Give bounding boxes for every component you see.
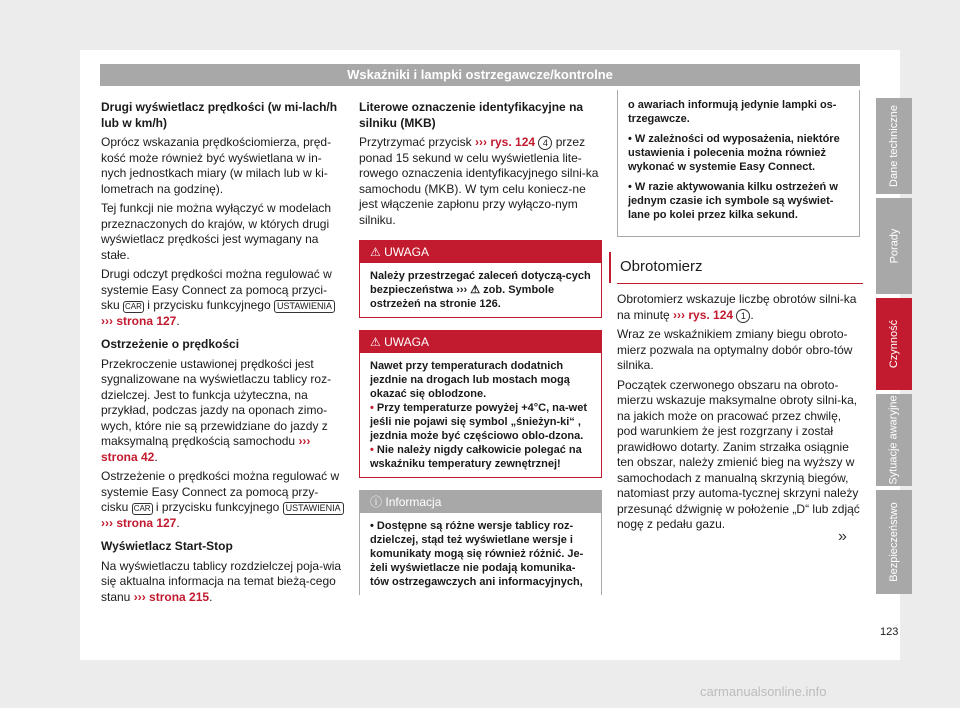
heading-start-stop: Wyświetlacz Start-Stop [101, 539, 233, 553]
list-item: • Przy temperaturze powyżej +4°C, na-wet jeśli nie pojawi się symbol „śnieżyn-ki“ , jezdnia może być częściowo oblo-dzona. [370, 402, 588, 442]
paragraph: Przytrzymać przycisk ››› rys. 124 4 przez ponad 15 sekund w celu wyświetlenia lite-rowego oznaczenia identyfikacyjnego silni-ka samochodu (MKB). W tym celu koniecz-ne jest włączenie zapłonu przy wyłączo-nym silniku. [359, 135, 599, 227]
info-icon: ⓘ [370, 495, 383, 509]
link-page-127[interactable]: ››› strona 127 [101, 515, 177, 530]
tab-bezpieczenstwo[interactable]: Bezpieczeństwo [876, 490, 912, 594]
info-text: o awariach informują jedynie lampki os-trzegawcze. [628, 99, 837, 125]
link-page-215[interactable]: ››› strona 215 [133, 589, 210, 604]
tab-sytuacje-awaryjne[interactable]: Sytuacje awaryjne [876, 394, 912, 486]
list-item: • Dostępne są różne wersje tablicy roz-dzielczej, stąd też wyświetlane wersje i komunikaty mogą się również różnić. Je-żeli wyświetlacze nie podają komunika-tów ostrzegawczych ani informacyjnych, [370, 520, 584, 588]
info-header: ⓘ Informacja [360, 491, 601, 513]
column-2 [359, 100, 602, 595]
page-header: Wskaźniki i lampki ostrzegawcze/kontrolne [100, 64, 860, 86]
tab-dane-techniczne[interactable]: Dane techniczne [876, 98, 912, 194]
paragraph: Na wyświetlaczu tablicy rozdzielczej poja-wia się aktualna informacja na temat bieżą-cego stanu ››› strona 215. [101, 558, 342, 604]
car-button-icon: CAR [125, 302, 142, 311]
column-3 [617, 292, 860, 537]
paragraph: Przekroczenie ustawionej prędkości jest sygnalizowane na wyświetlaczu tablicy roz-dzielczej. Jest to funkcja użyteczna, na przykład, podczas jazdy na oponach zimo-wych, które nie są przewidziane do jazdy z maksymalną prędkością samochodu ››› strona 42. [101, 356, 332, 464]
page-number: 123 [880, 626, 899, 638]
car-button-icon: CAR [133, 504, 151, 513]
watermark: carmanualsonline.info [700, 684, 827, 699]
list-item: • Nie należy nigdy całkowicie polegać na wskaźniku temperatury zewnętrznej! [370, 444, 582, 470]
paragraph: Początek czerwonego obszaru na obroto-mierzu wskazuje maksymalne obroty silni-ka, na jakich może on pracować przez chwilę, pod warunkiem że jest rozgrzany i został prawidłowo dotarty. Zanim strzałka osiągnie ten obszar, należy zmienić bieg na wyższy w samochodach z manualną skrzynią biegów, natomiast przy automa-tycznej skrzyni należy przesunąć dźwignię w położenie „D“ lub zdjąć nogę z pedału gazu. [617, 377, 860, 531]
info-box-continued [617, 90, 860, 237]
warning-header: ⚠ UWAGA [360, 331, 601, 353]
tab-czynnosc[interactable]: Czynność [876, 298, 912, 390]
link-fig-124[interactable]: ››› rys. 124 [475, 135, 536, 149]
warning-header: ⚠ UWAGA [360, 241, 601, 263]
paragraph: Obrotomierz wskazuje liczbę obrotów silni-ka na minutę ››› rys. 124 1 . [617, 292, 857, 322]
warning-icon: ⚠ [370, 335, 381, 349]
warning-box [359, 330, 602, 478]
settings-key: USTAWIENIA [274, 300, 335, 313]
heading-mkb: Literowe oznaczenie identyfikacyjne na silniku (MKB) [359, 100, 584, 130]
warning-text: Należy przestrzegać zaleceń dotyczą-cych bezpieczeństwa ››› ⚠ zob. Symbole ostrzeżeń na stronie 126. [370, 270, 591, 310]
warning-text: Nawet przy temperaturach dodatnich jezdnie na drogach lub mostach mogą okazać się oblodzone. [370, 360, 570, 400]
section-heading: Obrotomierz [617, 252, 863, 284]
list-item: • W razie aktywowania kilku ostrzeżeń w jednym czasie ich symbole są wyświet-lane po kolei przez kilka sekund. [628, 181, 838, 221]
paragraph: Ostrzeżenie o prędkości można regulować w systemie Easy Connect za pomocą przy-cisku CAR i przycisku funkcyjnego USTAWIENIA ››› strona 127. [101, 469, 344, 531]
warning-box [359, 240, 602, 318]
link-fig-124[interactable]: ››› rys. 124 [673, 307, 734, 322]
paragraph: Wraz ze wskaźnikiem zmiany biegu obroto-mierz pozwala na optymalny dobór obro-tów silnika. [617, 327, 853, 372]
warning-icon: ⚠ [370, 245, 381, 259]
callout-number: 4 [538, 136, 552, 150]
heading-speed-warning: Ostrzeżenie o prędkości [101, 337, 240, 351]
link-page-42[interactable]: ››› strona 42 [101, 434, 311, 464]
link-page-127[interactable]: ››› strona 127 [101, 313, 177, 328]
column-1 [101, 100, 344, 609]
paragraph: Oprócz wskazania prędkościomierza, pręd-kość może również być wyświetlana w in-nych jednostkach miary (w milach lub w ki-lometrach na godzinę). [101, 135, 332, 196]
paragraph: Drugi odczyt prędkości można regulować w systemie Easy Connect za pomocą przyci-sku CAR i przycisku funkcyjnego USTAWIENIA ››› strona 127. [101, 267, 344, 329]
settings-key: USTAWIENIA [283, 502, 344, 515]
continued-marker: » [838, 528, 847, 545]
paragraph: Tej funkcji nie można wyłączyć w modelach przeznaczonych do krajów, w których drugi wyświetlacz prędkości jest wymagany na stałe. [101, 201, 332, 262]
info-box [359, 490, 602, 595]
list-item: • W zależności od wyposażenia, niektóre ustawienia i polecenia można również wykonać w systemie Easy Connect. [628, 133, 840, 173]
heading-second-speed: Drugi wyświetlacz prędkości (w mi-lach/h lub w km/h) [101, 100, 338, 130]
tab-porady[interactable]: Porady [876, 198, 912, 294]
callout-number: 1 [736, 309, 750, 323]
